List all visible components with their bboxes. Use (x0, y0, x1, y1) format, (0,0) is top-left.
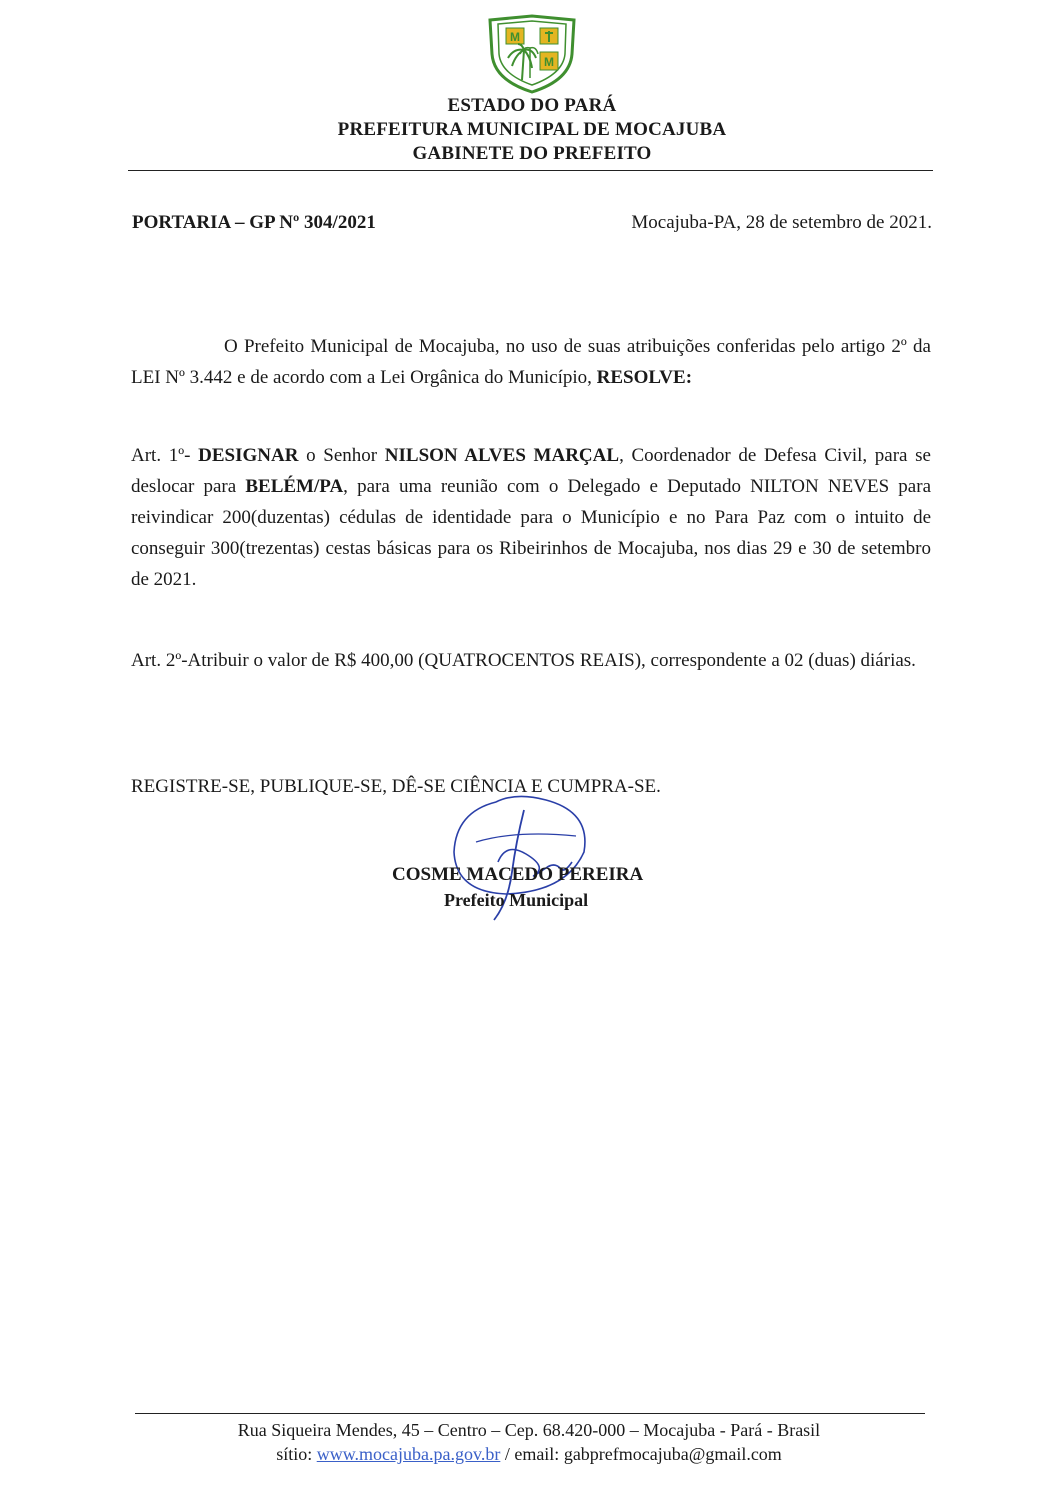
header-prefecture: PREFEITURA MUNICIPAL DE MOCAJUBA (337, 119, 727, 140)
art1-city: BELÉM/PA (245, 476, 344, 497)
header-office: GABINETE DO PREFEITO (412, 143, 652, 164)
letterhead (0, 94, 1058, 166)
municipal-crest-logo (486, 14, 578, 94)
footer-email-label: / email: (504, 1444, 560, 1464)
document-date: Mocajuba-PA, 28 de setembro de 2021. (631, 212, 932, 233)
crest-letter-top: M (510, 30, 520, 44)
preamble-text: O Prefeito Municipal de Mocajuba, no uso de suas atribuições conferidas pelo artigo 2º da LEI Nº 3.442 e de acordo com a Lei Orgânica do Município, (131, 336, 931, 388)
article-1 (131, 440, 931, 595)
art1-text-2: , Coordenador de Defesa Civil, para se deslocar para (131, 445, 931, 497)
signatory-role: Prefeito Municipal (444, 890, 589, 910)
footer-site-label: sítio: (276, 1444, 313, 1464)
art1-text-3: , para uma reunião com o Delegado e Deputado NILTON NEVES para reivindicar 200(duzentas) cédulas de identidade para o Município e no Para Paz com o intuito de conseguir 300(trezentas) cestas básicas para os Ribeirinhos de Mocajuba, nos dias 29 e 30 de setembro de 2021. (131, 476, 932, 590)
crest-letter-bottom: M (544, 55, 554, 69)
closing-statement: REGISTRE-SE, PUBLIQUE-SE, DÊ-SE CIÊNCIA E CUMPRA-SE. (131, 776, 661, 797)
portaria-number: PORTARIA – GP Nº 304/2021 (132, 212, 376, 233)
art1-prefix: Art. 1º- (131, 445, 191, 466)
resolve-keyword: RESOLVE: (596, 367, 693, 388)
footer (0, 1418, 1058, 1466)
art1-person-name: NILSON ALVES MARÇAL (384, 445, 620, 466)
art1-verb: DESIGNAR (198, 445, 299, 466)
footer-address: Rua Siqueira Mendes, 45 – Centro – Cep. 68.420-000 – Mocajuba - Pará - Brasil (237, 1420, 821, 1440)
header-divider (128, 170, 933, 171)
website-link[interactable]: www.mocajuba.pa.gov.br (316, 1444, 501, 1464)
preamble-paragraph (131, 331, 931, 393)
footer-contact (0, 1442, 1058, 1466)
article-2: Art. 2º-Atribuir o valor de R$ 400,00 (QUATROCENTOS REAIS), correspondente a 02 (duas) diárias. (131, 650, 916, 671)
art1-text-1: o Senhor (306, 445, 378, 466)
footer-email: gabprefmocajuba@gmail.com (563, 1444, 782, 1464)
signatory-name: COSME MACEDO PEREIRA (392, 864, 644, 885)
footer-divider (135, 1413, 925, 1414)
header-state: ESTADO DO PARÁ (447, 95, 617, 116)
